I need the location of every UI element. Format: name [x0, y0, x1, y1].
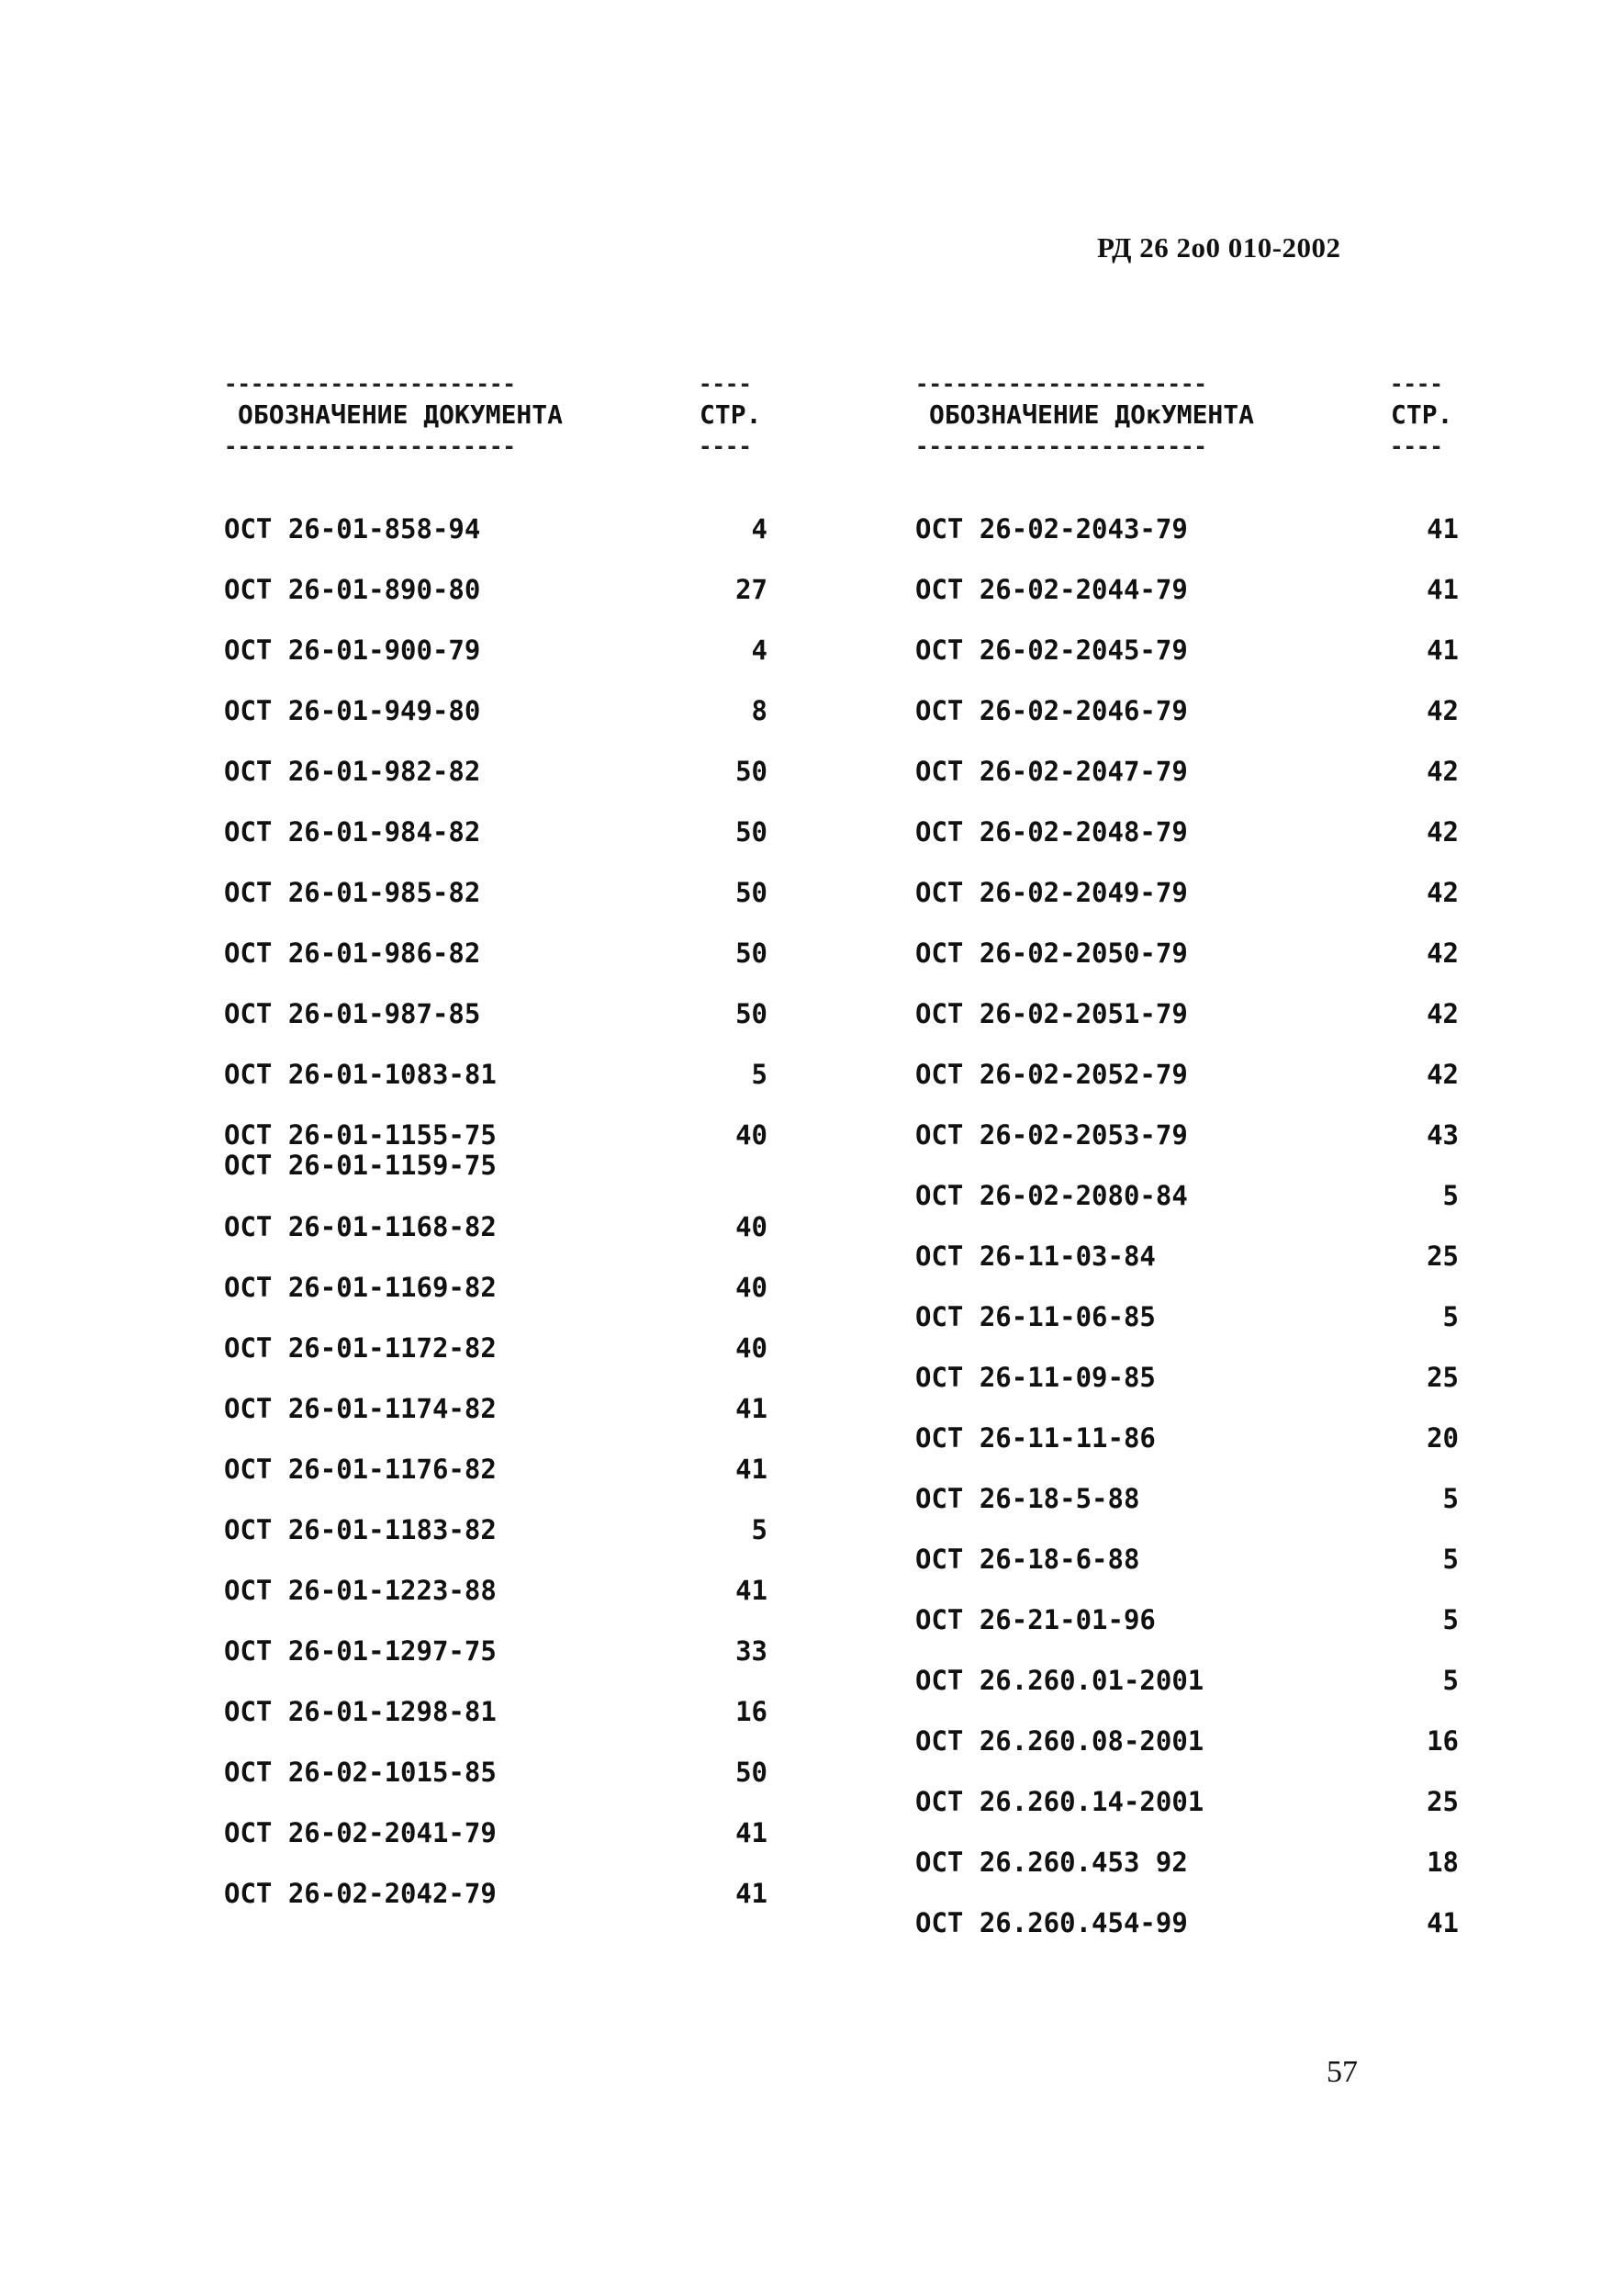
designation-text: ОСТ 26-01-949-80 — [224, 695, 481, 726]
designation-text: ОСТ 26.260.01-2001 — [915, 1665, 1204, 1696]
designation-text: ОСТ 26-02-2047-79 — [915, 756, 1188, 787]
designation-text: ОСТ 26-01-1169-82 — [224, 1272, 497, 1303]
right-rows — [915, 514, 1484, 1969]
page-reference: 5 — [1442, 1180, 1459, 1211]
page-reference: 41 — [735, 1878, 767, 1909]
document-designation — [915, 1181, 1188, 1211]
document-designation — [224, 575, 480, 605]
table-row — [915, 1423, 1484, 1484]
designation-text: ОСТ 26.260.454-99 — [915, 1907, 1188, 1938]
table-row — [915, 1060, 1484, 1120]
page-reference: 50 — [735, 877, 767, 908]
page-reference: 42 — [1427, 877, 1459, 908]
header-rule-bottom: ---------------------- — [224, 434, 516, 458]
table-row — [224, 1060, 793, 1120]
table-row — [224, 1454, 793, 1515]
table-row — [224, 635, 793, 696]
page-reference: 25 — [1427, 1786, 1459, 1817]
document-designation — [224, 757, 480, 787]
document-designation — [224, 878, 480, 908]
table-row — [224, 1758, 793, 1818]
table-row — [915, 575, 1484, 635]
document-designation — [224, 514, 480, 545]
page-number: 57 — [1327, 2055, 1358, 2089]
designation-text: ОСТ 26-02-2052-79 — [915, 1059, 1188, 1090]
document-designation — [224, 1515, 497, 1545]
designation-text: ОСТ 26-21-01-96 — [915, 1604, 1156, 1635]
table-row — [224, 1697, 793, 1758]
header-rule-bottom-page: ---- — [1390, 434, 1443, 458]
designation-text: ОСТ 26-01-1155-75 — [224, 1119, 497, 1151]
page-reference: 40 — [735, 1211, 767, 1242]
table-row — [224, 1273, 793, 1333]
table-row — [915, 938, 1484, 999]
column-header-page: СТР. — [1391, 399, 1453, 430]
table-row — [224, 1515, 793, 1576]
document-designation — [224, 1818, 497, 1848]
designation-text: ОСТ 26-01-1223-88 — [224, 1575, 497, 1606]
document-designation — [915, 1544, 1139, 1575]
document-designation — [224, 1576, 497, 1606]
designation-text: ОСТ 26-01-890-80 — [224, 574, 481, 605]
document-designation — [224, 1758, 497, 1788]
designation-text: ОСТ 26-01-1183-82 — [224, 1514, 497, 1545]
document-designation — [224, 999, 480, 1029]
page-reference: 50 — [735, 998, 767, 1029]
page-reference: 4 — [751, 513, 767, 545]
designation-text: ОСТ 26-01-985-82 — [224, 877, 481, 908]
header-rule-top-page: ---- — [1390, 372, 1443, 396]
page-reference: 41 — [1427, 513, 1459, 545]
table-row — [224, 999, 793, 1060]
designation-text: ОСТ 26-02-2041-79 — [224, 1817, 497, 1848]
table-row — [915, 1908, 1484, 1969]
page-reference: 50 — [735, 938, 767, 969]
document-designation — [915, 1363, 1156, 1393]
table-row — [915, 817, 1484, 878]
designation-text: ОСТ 26-02-2045-79 — [915, 635, 1188, 666]
document-designation — [224, 938, 480, 969]
table-row — [915, 1484, 1484, 1544]
designation-text: ОСТ 26-18-6-88 — [915, 1544, 1140, 1575]
designation-text: ОСТ 26-02-2080-84 — [915, 1180, 1188, 1211]
document-designation — [915, 635, 1188, 666]
page-reference: 5 — [1442, 1301, 1459, 1332]
designation-text: ОСТ 26-02-2043-79 — [915, 513, 1188, 545]
table-row — [915, 1726, 1484, 1787]
document-designation — [915, 1060, 1188, 1090]
designation-text: ОСТ 26-02-2049-79 — [915, 877, 1188, 908]
designation-text: ОСТ 26-01-1168-82 — [224, 1211, 497, 1242]
table-row — [915, 635, 1484, 696]
designation-text: ОСТ 26-02-2053-79 — [915, 1119, 1188, 1151]
designation-text: ОСТ 26-02-1015-85 — [224, 1757, 497, 1788]
document-designation — [915, 1241, 1156, 1272]
page-reference: 40 — [735, 1119, 767, 1151]
table-row — [224, 938, 793, 999]
page-reference: 5 — [751, 1514, 767, 1545]
designation-text: ОСТ 26-11-06-85 — [915, 1301, 1156, 1332]
document-designation — [915, 1666, 1204, 1696]
designation-text: ОСТ 26-01-1174-82 — [224, 1393, 497, 1424]
document-designation — [915, 1787, 1204, 1817]
document-designation — [915, 575, 1188, 605]
table-row — [915, 1605, 1484, 1666]
document-designation — [915, 999, 1188, 1029]
table-row — [224, 1333, 793, 1394]
header-rule-top: ---------------------- — [224, 372, 516, 396]
document-designation — [224, 1333, 497, 1364]
designation-text: ОСТ 26-02-2051-79 — [915, 998, 1188, 1029]
table-row — [224, 1120, 793, 1212]
document-designation — [224, 1879, 497, 1909]
designation-text: ОСТ 26-01-900-79 — [224, 635, 481, 666]
designation-text: ОСТ 26.260.453 92 — [915, 1847, 1188, 1878]
document-designation — [915, 757, 1188, 787]
page-reference: 40 — [735, 1272, 767, 1303]
designation-text: ОСТ 26-01-1083-81 — [224, 1059, 497, 1090]
designation-text: ОСТ 26-02-2046-79 — [915, 695, 1188, 726]
page-reference: 40 — [735, 1332, 767, 1364]
document-designation — [915, 878, 1188, 908]
table-row — [915, 514, 1484, 575]
document-designation — [915, 514, 1188, 545]
designation-text: ОСТ 26.260.08-2001 — [915, 1725, 1204, 1757]
page-reference: 8 — [751, 695, 767, 726]
page-reference: 16 — [735, 1696, 767, 1727]
document-designation — [224, 1060, 497, 1090]
page-reference: 33 — [735, 1635, 767, 1667]
designation-text: ОСТ 26-01-858-94 — [224, 513, 481, 545]
document-designation — [224, 1212, 497, 1242]
page-reference: 42 — [1427, 816, 1459, 848]
page-reference: 5 — [1442, 1483, 1459, 1514]
table-row — [915, 1120, 1484, 1181]
table-row — [915, 1302, 1484, 1363]
page-reference: 27 — [735, 574, 767, 605]
table-row — [915, 1363, 1484, 1423]
designation-text: ОСТ 26-02-2044-79 — [915, 574, 1188, 605]
document-designation — [915, 817, 1188, 848]
designation-text: ОСТ 26-02-2042-79 — [224, 1878, 497, 1909]
table-row — [915, 757, 1484, 817]
table-row — [224, 514, 793, 575]
page-reference: 25 — [1427, 1362, 1459, 1393]
designation-text: ОСТ 26-01-1297-75 — [224, 1635, 497, 1667]
table-row — [224, 575, 793, 635]
page-reference: 42 — [1427, 695, 1459, 726]
table-row — [915, 1241, 1484, 1302]
page-reference: 50 — [735, 756, 767, 787]
header-rule-top-page: ---- — [699, 372, 752, 396]
designation-text: ОСТ 26-01-987-85 — [224, 998, 481, 1029]
page-reference: 41 — [1427, 574, 1459, 605]
page-reference: 25 — [1427, 1241, 1459, 1272]
header-rule-bottom-page: ---- — [699, 434, 752, 458]
page-reference: 42 — [1427, 998, 1459, 1029]
document-designation — [224, 696, 480, 726]
table-row — [224, 1212, 793, 1273]
page-reference: 16 — [1427, 1725, 1459, 1757]
page-reference: 42 — [1427, 756, 1459, 787]
document-designation — [915, 938, 1188, 969]
table-row — [224, 1818, 793, 1879]
table-row — [915, 999, 1484, 1060]
document-designation — [224, 817, 480, 848]
table-row — [224, 757, 793, 817]
document-designation — [915, 1120, 1188, 1151]
designation-text: ОСТ 26-18-5-88 — [915, 1483, 1140, 1514]
designation-text: ОСТ 26-01-984-82 — [224, 816, 481, 848]
document-code: РД 26 2о0 010-2002 — [1097, 231, 1341, 264]
document-designation — [915, 1908, 1188, 1938]
page-reference: 41 — [735, 1393, 767, 1424]
page-reference: 5 — [1442, 1604, 1459, 1635]
designation-text: ОСТ 26.260.14-2001 — [915, 1786, 1204, 1817]
table-row — [915, 1787, 1484, 1847]
document-designation — [224, 1394, 497, 1424]
document-designation — [224, 1454, 497, 1485]
document-designation — [224, 635, 480, 666]
left-rows — [224, 514, 793, 1939]
document-designation — [915, 1423, 1156, 1454]
document-designation — [224, 1273, 497, 1303]
table-row — [224, 1636, 793, 1697]
column-header-page: СТР. — [700, 399, 762, 430]
table-row — [915, 1666, 1484, 1726]
table-row — [224, 1879, 793, 1939]
header-rule-bottom: ---------------------- — [915, 434, 1207, 458]
page-reference: 50 — [735, 816, 767, 848]
document-designation — [224, 1636, 497, 1667]
table-row — [224, 1394, 793, 1454]
document-designation — [915, 1847, 1188, 1878]
table-row — [915, 696, 1484, 757]
page-reference: 18 — [1427, 1847, 1459, 1878]
table-row — [915, 1847, 1484, 1908]
column-header-name: ОБОЗНАЧЕНИЕ ДОКУМЕНТА — [238, 399, 564, 430]
designation-text: ОСТ 26-01-1298-81 — [224, 1696, 497, 1727]
designation-text: ОСТ 26-11-11-86 — [915, 1422, 1156, 1454]
table-row — [224, 878, 793, 938]
designation-text: ОСТ 26-01-986-82 — [224, 938, 481, 969]
page-reference: 5 — [1442, 1544, 1459, 1575]
table-row — [224, 696, 793, 757]
page-reference: 4 — [751, 635, 767, 666]
designation-text: ОСТ 26-01-1159-75 — [224, 1150, 497, 1181]
column-header-name: ОБОЗНАЧЕНИЕ ДОкУМЕНТА — [929, 399, 1255, 430]
designation-text: ОСТ 26-02-2050-79 — [915, 938, 1188, 969]
page-reference: 41 — [735, 1817, 767, 1848]
page-reference: 50 — [735, 1757, 767, 1788]
designation-text: ОСТ 26-01-1172-82 — [224, 1332, 497, 1364]
page-reference: 41 — [735, 1454, 767, 1485]
document-designation — [915, 696, 1188, 726]
table-row — [224, 1576, 793, 1636]
page-reference: 43 — [1427, 1119, 1459, 1151]
document-designation — [224, 1120, 497, 1181]
page-reference: 5 — [751, 1059, 767, 1090]
document-designation — [224, 1697, 497, 1727]
page-reference: 20 — [1427, 1422, 1459, 1454]
designation-text: ОСТ 26-02-2048-79 — [915, 816, 1188, 848]
page-reference: 42 — [1427, 938, 1459, 969]
page-reference: 5 — [1442, 1665, 1459, 1696]
page-reference: 41 — [735, 1575, 767, 1606]
designation-text: ОСТ 26-01-982-82 — [224, 756, 481, 787]
table-row — [224, 817, 793, 878]
table-row — [915, 1181, 1484, 1241]
designation-text: ОСТ 26-11-09-85 — [915, 1362, 1156, 1393]
page-reference: 41 — [1427, 1907, 1459, 1938]
designation-text: ОСТ 26-01-1176-82 — [224, 1454, 497, 1485]
document-designation — [915, 1605, 1156, 1635]
table-row — [915, 1544, 1484, 1605]
page-reference: 42 — [1427, 1059, 1459, 1090]
header-rule-top: ---------------------- — [915, 372, 1207, 396]
document-designation — [915, 1484, 1139, 1514]
page-reference: 41 — [1427, 635, 1459, 666]
table-row — [915, 878, 1484, 938]
designation-text: ОСТ 26-11-03-84 — [915, 1241, 1156, 1272]
document-designation — [915, 1726, 1204, 1757]
document-designation — [915, 1302, 1156, 1332]
